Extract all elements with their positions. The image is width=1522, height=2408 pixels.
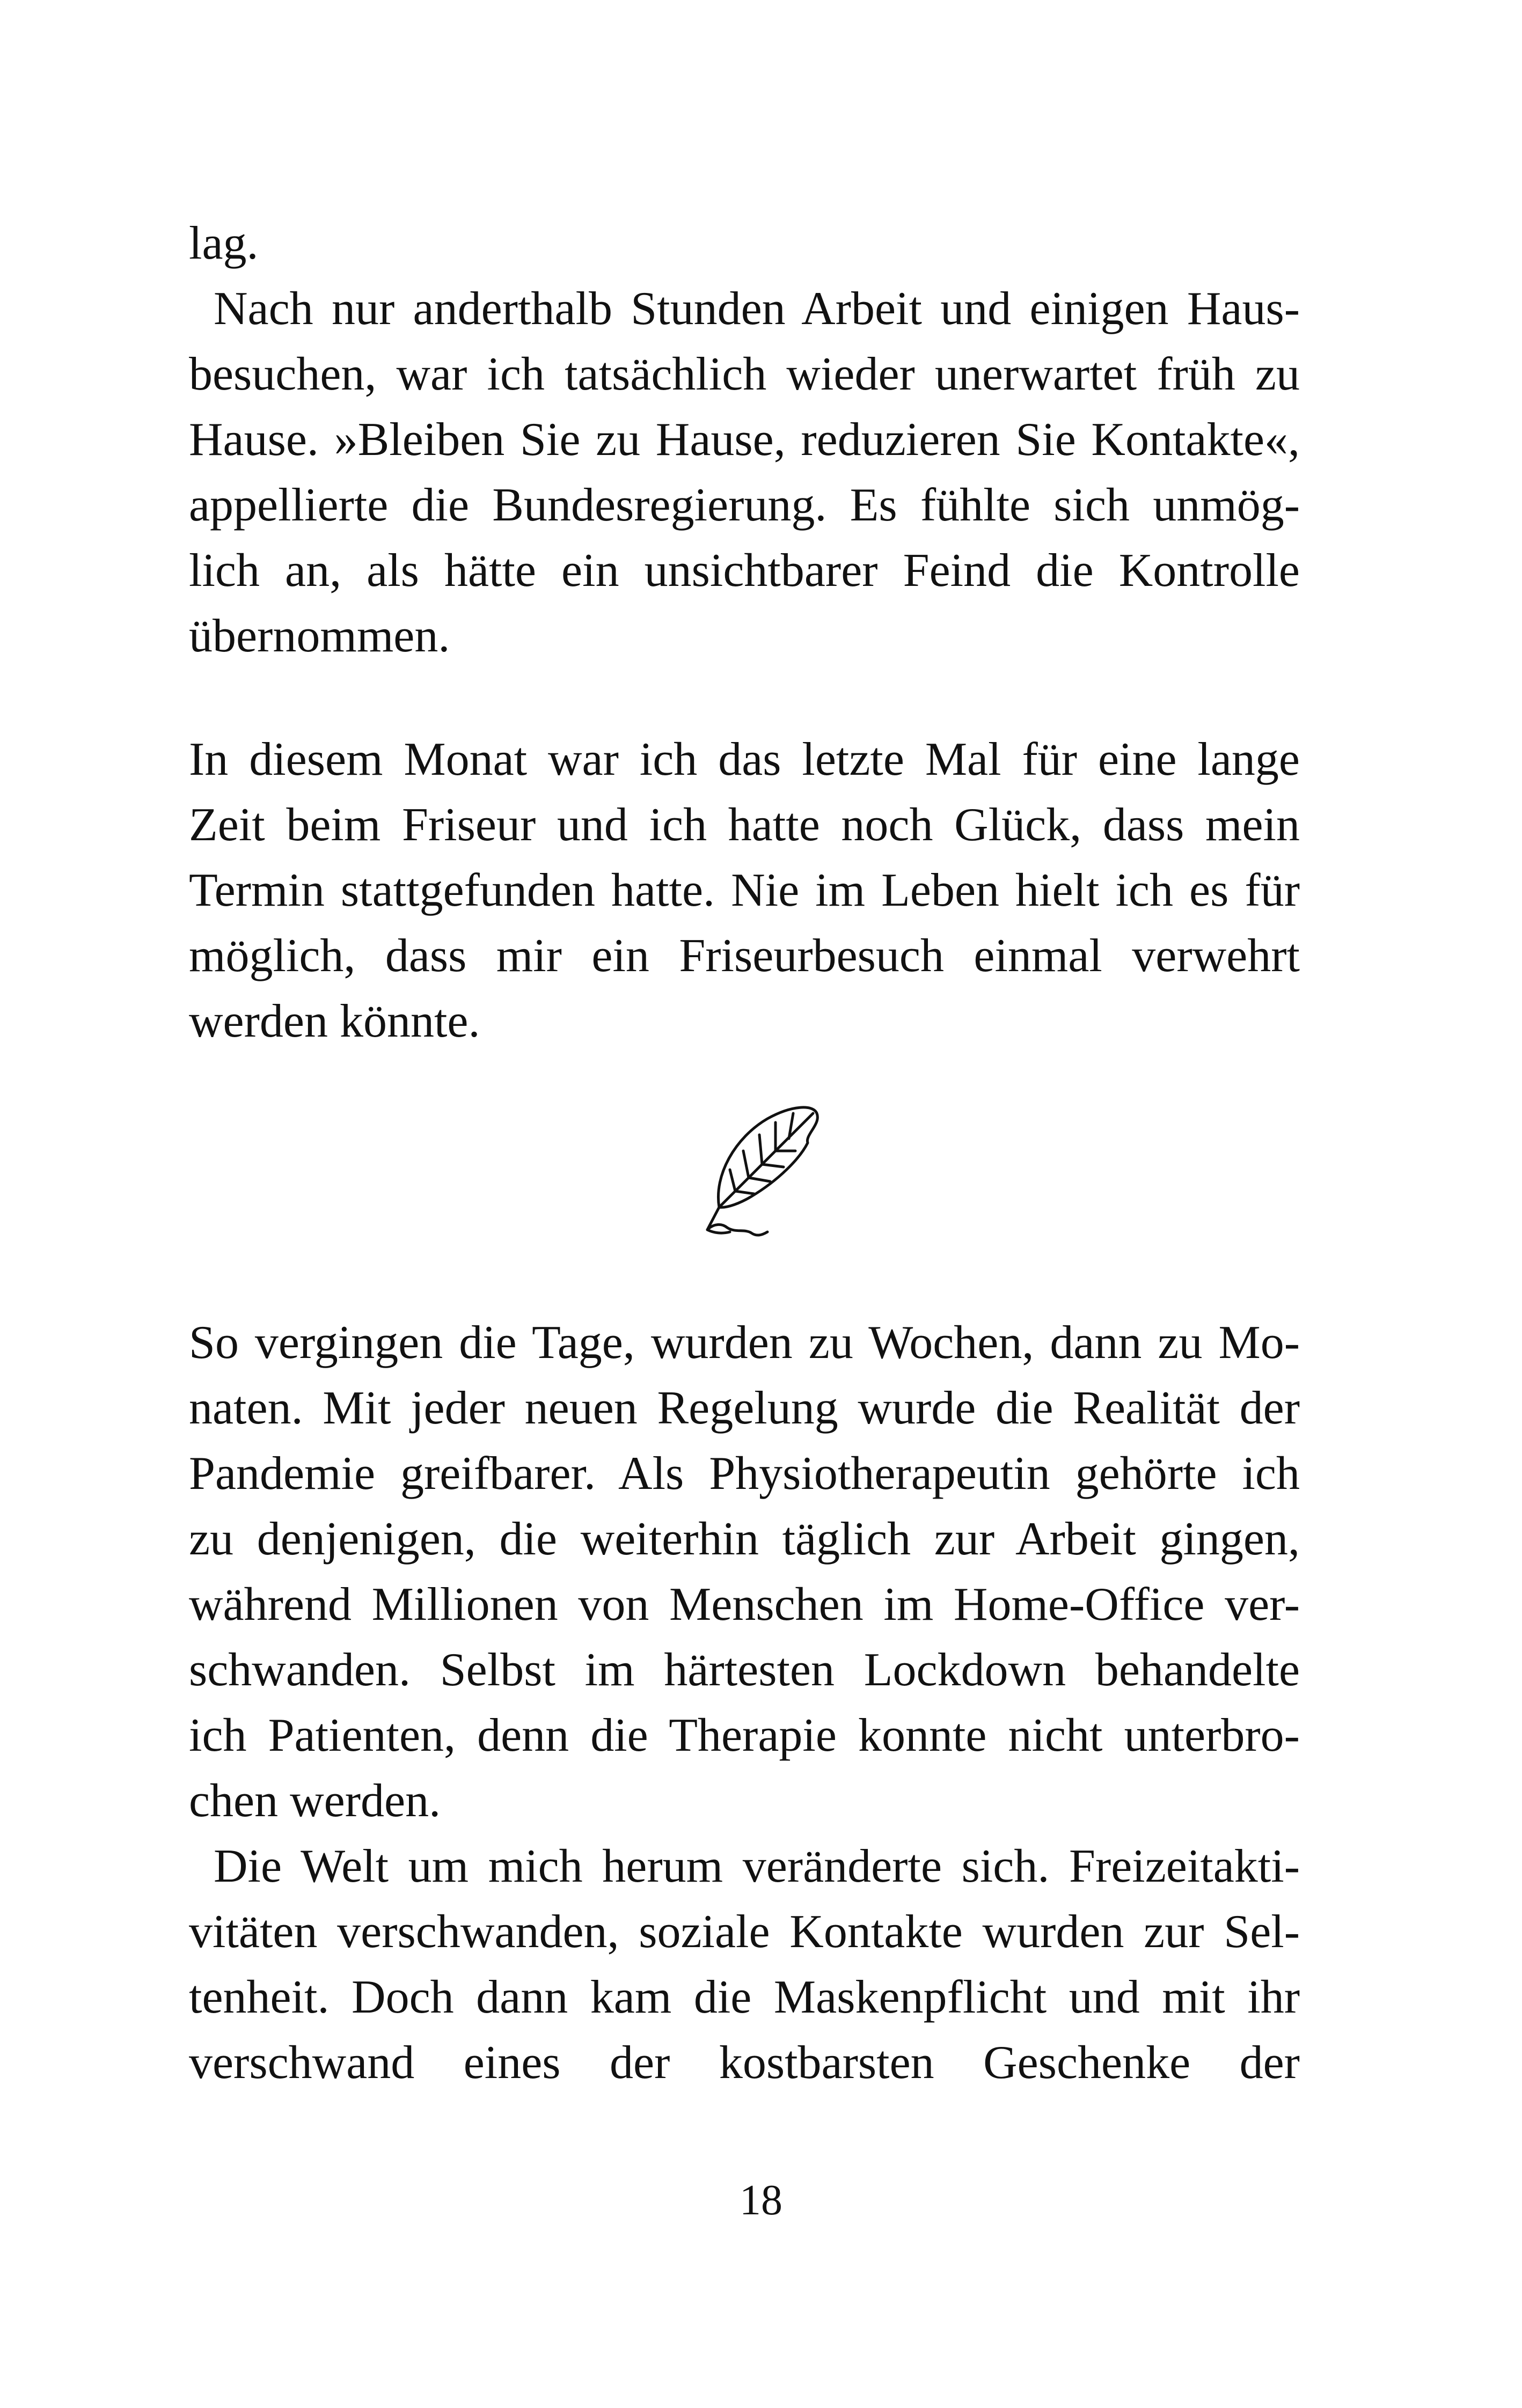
text-section-3 xyxy=(189,1310,1300,2096)
text-line: Hause. »Bleiben Sie zu Hause, reduzieren Sie Kontakte«, xyxy=(189,414,1300,466)
text-line: naten. Mit jeder neuen Regelung wurde die Realität der xyxy=(189,1382,1300,1434)
text-line: tenheit. Doch dann kam die Maskenpflicht und mit ihr xyxy=(189,1971,1300,2023)
text-line: verschwand eines der kostbarsten Geschenke der xyxy=(189,2037,1300,2089)
text-line: zu denjenigen, die weiterhin täglich zur Arbeit gingen, xyxy=(189,1513,1300,1565)
text-line: So vergingen die Tage, wurden zu Wochen, dann zu Mo- xyxy=(189,1317,1300,1369)
text-line: vitäten verschwanden, soziale Kontakte wurden zur Sel- xyxy=(189,1906,1300,1958)
text-line: In diesem Monat war ich das letzte Mal für eine lange xyxy=(189,733,1300,785)
text-line: lag. xyxy=(189,217,259,269)
text-line: Pandemie greifbarer. Als Physiotherapeutin gehörte ich xyxy=(189,1448,1300,1500)
quill-feather-icon xyxy=(698,1089,826,1250)
text-line: lich an, als hätte ein unsichtbarer Feind die Kontrolle xyxy=(189,545,1300,597)
text-line: möglich, dass mir ein Friseurbesuch einmal verwehrt xyxy=(189,930,1300,982)
text-line: Die Welt um mich herum veränderte sich. Freizeitakti- xyxy=(214,1840,1300,1892)
paragraph xyxy=(189,1834,1300,2096)
text-line: schwanden. Selbst im härtesten Lockdown behandelte xyxy=(189,1644,1300,1696)
paragraph xyxy=(189,276,1300,669)
text-line: besuchen, war ich tatsächlich wieder unerwartet früh zu xyxy=(189,348,1300,400)
text-section-1 xyxy=(189,211,1300,669)
paragraph xyxy=(189,1310,1300,1834)
text-line: Nach nur anderthalb Stunden Arbeit und einigen Haus- xyxy=(214,283,1300,335)
text-line: Zeit beim Friseur und ich hatte noch Glück, dass mein xyxy=(189,799,1300,851)
paragraph xyxy=(189,727,1300,1054)
text-line: appellierte die Bundesregierung. Es fühlte sich unmög- xyxy=(189,479,1300,531)
text-line: chen werden. xyxy=(189,1775,441,1827)
text-line: werden könnte. xyxy=(189,995,480,1047)
text-line: übernommen. xyxy=(189,610,450,662)
text-line: Termin stattgefunden hatte. Nie im Leben hielt ich es für xyxy=(189,864,1300,916)
page-number: 18 xyxy=(740,2177,782,2224)
paragraph xyxy=(189,211,1300,276)
text-section-2 xyxy=(189,727,1300,1054)
text-line: ich Patienten, denn die Therapie konnte nicht unterbro- xyxy=(189,1709,1300,1761)
text-line: während Millionen von Menschen im Home-Office ver- xyxy=(189,1579,1300,1631)
